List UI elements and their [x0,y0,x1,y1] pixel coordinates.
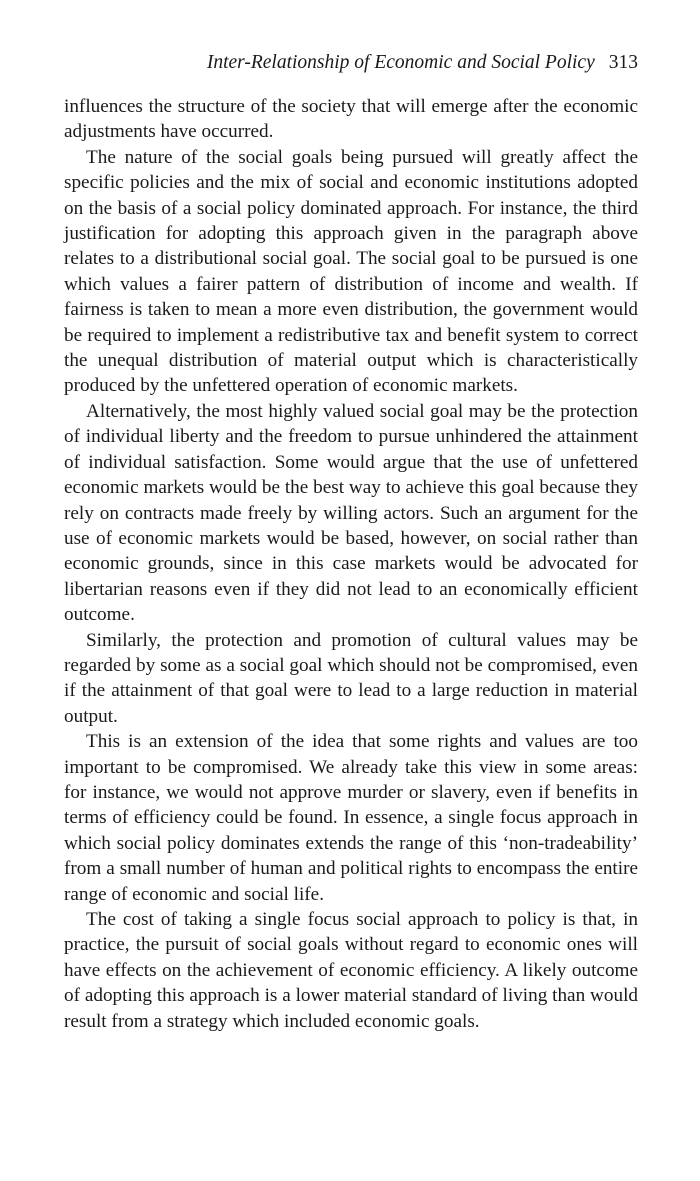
paragraph-cost-of-approach: The cost of taking a single focus social approach to policy is that, in practice, the pursuit of social goals without regard to economic ones will have effects on the achievement of economic efficiency. A likely outcome of adopting this approach is a lower material standard of living than would result from a strategy which included economic goals. [64,909,638,1032]
running-head [64,52,638,78]
paragraph-social-goals: The nature of the social goals being pursued will greatly affect the specific policies and the mix of social and economic institutions adopted on the basis of a social policy dominated approach. For instance, the third justification for adopting this approach given in the paragraph above relates to a distributional social goal. The social goal to be pursued is one which values a fairer pattern of distribution of income and wealth. If fairness is taken to mean a more even distribution, the government would be required to implement a redistributive tax and benefit system to correct the unequal distribution of material output which is characteristically produced by the unfettered operation of economic markets. [64,146,638,397]
book-page [64,52,638,1034]
running-title: Inter-Relationship of Economic and Social Policy [206,52,595,73]
body-text [64,94,638,1034]
paragraph-non-tradeability: This is an extension of the idea that some rights and values are too important to be compromised. We already take this view in some areas: for instance, we would not approve murder or slavery, even if benefits in terms of efficiency could be found. In essence, a single focus approach in which social policy dominates extends the range of this ‘non-tradeability’ from a small number of human and political rights to encompass the entire range of economic and social life. [64,731,638,905]
paragraph-cultural-values: Similarly, the protection and promotion of cultural values may be regarded by some as a social goal which should not be compromised, even if the attainment of that goal were to lead to a large reduction in material output. [64,629,638,727]
page-number: 313 [608,52,638,73]
paragraph-continuation: influences the structure of the society that will emerge after the economic adjustments have occurred. [64,96,638,143]
paragraph-individual-liberty: Alternatively, the most highly valued social goal may be the protection of individual liberty and the freedom to pursue unhindered the attainment of individual satisfaction. Some would argue that the use of unfettered economic markets would be the best way to achieve this goal because they rely on contracts made freely by willing actors. Such an argument for the use of economic markets would be based, however, on social rather than economic grounds, since in this case markets would be advocated for libertarian reasons even if they did not lead to an economically efficient outcome. [64,400,638,626]
